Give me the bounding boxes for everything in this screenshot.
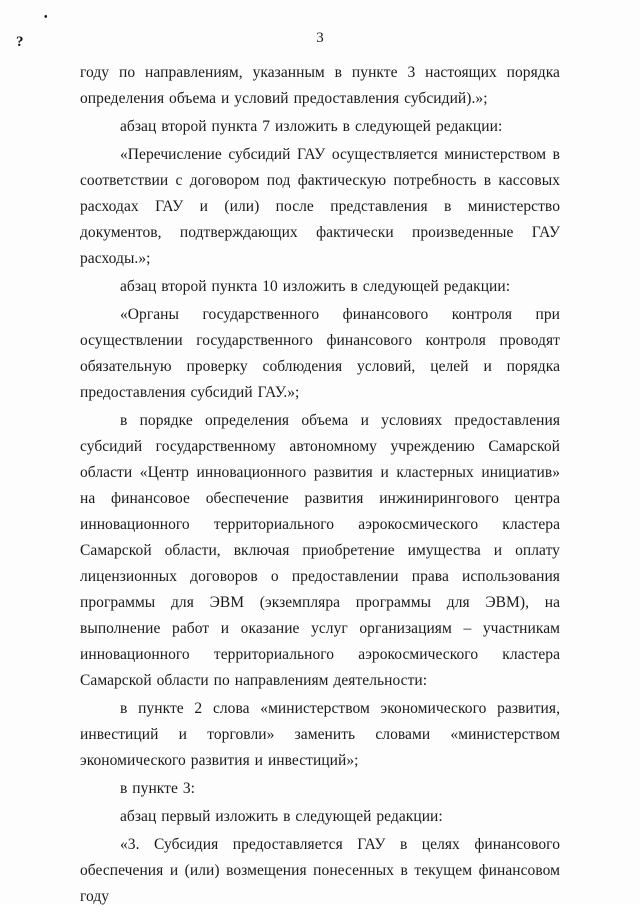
document-body: [80, 60, 560, 912]
scan-artifact-dot: •: [44, 12, 48, 23]
scan-artifact-mark: ?: [16, 34, 24, 50]
paragraph: в порядке определения объема и условиях предоставления субсидий государственному автономному учреждению Самарской области «Центр инновационного развития и кластерных инициатив» на финансовое обеспечение развития инжинирингового центра инновационного территориального аэрокосмического кластера Самарской области, включая приобретение имущества и оплату лицензионных договоров о предоставлении права использования программы для ЭВМ (экземпляра программы для ЭВМ), на выполнение работ и оказание услуг организациям – участникам инновационного территориального аэрокосмического кластера Самарской области по направлениям деятельности:: [80, 412, 560, 689]
paragraph-continuation: году по направлениям, указанным в пункте 3 настоящих порядка определения объема и условий предоставления субсидий).»;: [80, 64, 560, 107]
paragraph: абзац первый изложить в следующей редакции:: [120, 808, 443, 825]
paragraph: в пункте 2 слова «министерством экономического развития, инвестиций и торговли» заменить словами «министерством экономического развития и инвестиций»;: [80, 700, 560, 769]
paragraph-quote: «Органы государственного финансового контроля при осуществлении государственного финансового контроля проводят обязательную проверку соблюдения условий, целей и порядка предоставления субсидий ГАУ.»;: [80, 306, 560, 401]
paragraph: абзац второй пункта 7 изложить в следующей редакции:: [120, 118, 503, 135]
paragraph-quote: «Перечисление субсидий ГАУ осуществляется министерством в соответствии с договором под фактическую потребность в кассовых расходах ГАУ и (или) после представления в министерство документов, подтверждающих фактически произведенные ГАУ расходы.»;: [80, 146, 560, 267]
paragraph: абзац второй пункта 10 изложить в следующей редакции:: [120, 278, 511, 295]
paragraph: в пункте 3:: [120, 780, 195, 797]
paragraph-quote: «3. Субсидия предоставляется ГАУ в целях финансового обеспечения и (или) возмещения понесенных в текущем финансовом году: [80, 836, 560, 905]
page-number: 3: [316, 30, 324, 46]
